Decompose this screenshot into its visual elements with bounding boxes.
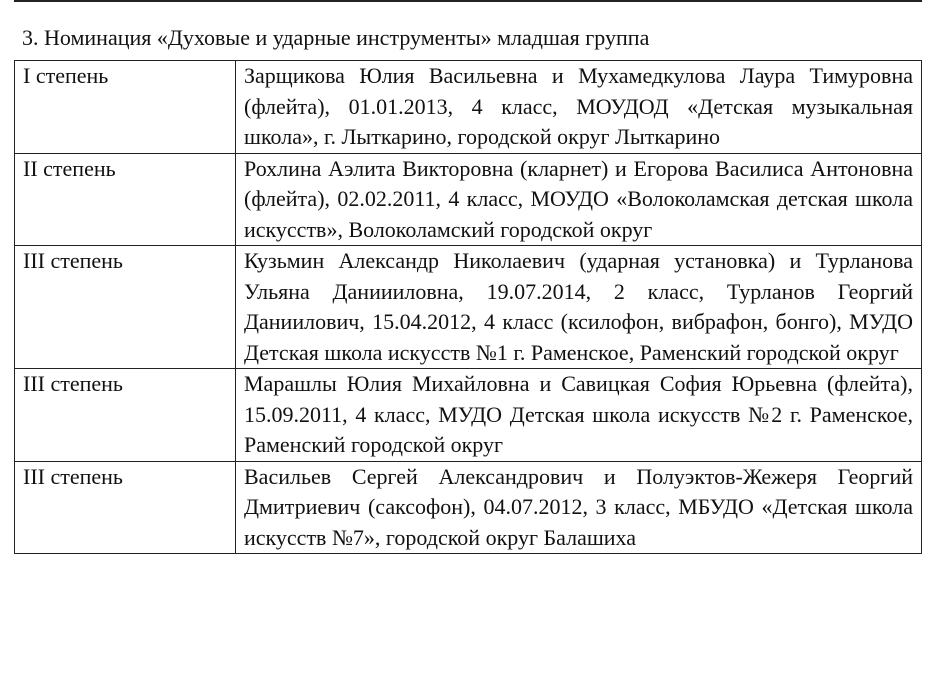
award-description: Зарщикова Юлия Васильевна и Мухамедкулова Лаура Тимуровна (флейта), 01.01.2013, 4 класс, МОУДОД «Детская музыкальная школа», г. Лыткарино, городской округ Лыткарино	[236, 61, 922, 154]
awards-table	[14, 60, 922, 554]
award-description: Кузьмин Александр Николаевич (ударная установка) и Турланова Ульяна Даниииловна, 19.07.2014, 2 класс, Турланов Георгий Даниилович, 15.04.2012, 4 класс (ксилофон, вибрафон, бонго), МУДО Детская школа искусств №1 г. Раменское, Раменский городской округ	[236, 246, 922, 369]
table-row	[15, 246, 922, 369]
award-description: Васильев Сергей Александрович и Полуэктов-Жежеря Георгий Дмитриевич (саксофон), 04.07.2012, 3 класс, МБУДО «Детская школа искусств №7», городской округ Балашиха	[236, 461, 922, 554]
table-row	[15, 153, 922, 246]
award-place: III степень	[15, 369, 236, 462]
table-row	[15, 61, 922, 154]
award-description: Рохлина Аэлита Викторовна (кларнет) и Егорова Василиса Антоновна (флейта), 02.02.2011, 4 класс, МОУДО «Волоколамская детская школа искусств», Волоколамский городской округ	[236, 153, 922, 246]
award-description: Марашлы Юлия Михайловна и Савицкая София Юрьевна (флейта), 15.09.2011, 4 класс, МУДО Детская школа искусств №2 г. Раменское, Раменский городской округ	[236, 369, 922, 462]
table-row	[15, 461, 922, 554]
award-place: III степень	[15, 461, 236, 554]
award-place: III степень	[15, 246, 236, 369]
award-place: II степень	[15, 153, 236, 246]
table-row	[15, 369, 922, 462]
top-divider	[14, 0, 922, 2]
award-place: I степень	[15, 61, 236, 154]
nomination-heading: 3. Номинация «Духовые и ударные инструменты» младшая группа	[22, 25, 650, 50]
